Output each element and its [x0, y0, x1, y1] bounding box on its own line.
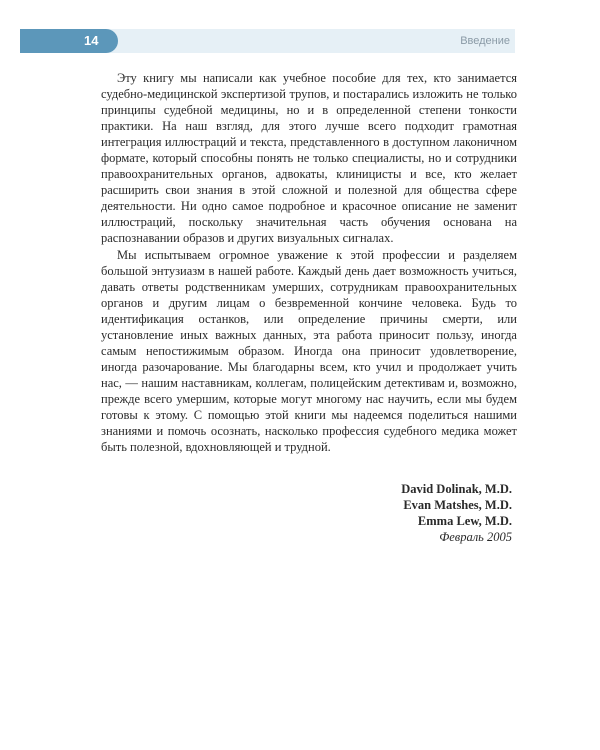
section-title: Введение [460, 35, 510, 47]
signature-date: Февраль 2005 [439, 530, 512, 544]
page-number: 14 [84, 33, 99, 48]
author-name: Evan Matshes, M.D. [403, 498, 512, 512]
body-text [101, 70, 517, 455]
page-number-tab [20, 29, 118, 53]
paragraph: Мы испытываем огромное уважение к этой профессии и разделяем большой энтузиазм в нашей работе. Каждый день дает возможность учиться, давать ответы родственникам умерших, сотрудникам правоохранительных органов и другим лицам о безвременной кончине человека. Будь то идентификация останков, или определение причины смерти, или установление иных важных данных, эта работа приносит пользу, иногда самым непостижимым образом. Иногда она приносит удовлетворение, иногда разочарование. Мы благодарны всем, кто учил и продолжает учить нас, — нашим наставникам, коллегам, полицейским детективам и, возможно, прежде всего умершим, которые могут многому нас научить, если мы будем готовы к этому. С помощью этой книги мы надеемся поделиться нашими знаниями и помочь осознать, насколько профессия судебного медика может быть полезной, вдохновляющей и трудной. [101, 247, 517, 455]
paragraph: Эту книгу мы написали как учебное пособие для тех, кто занимается судебно-медицинской экспертизой трупов, и постарались изложить не только принципы судебной медицины, но и в определенной степени тонкости практики. На наш взгляд, для этого лучше всего подходит грамотная интеграция иллюстраций и текста, представленного в доступном лаконичном формате, который способны понять не только специалисты, но и сотрудники правоохранительных органов, адвокаты, клиницисты и все, кто желает расширить свои знания в этой сложной и полезной для общества сфере деятельности. Ни одно самое подробное и красочное описание не заменит иллюстраций, поскольку значительная часть обучения основана на распознавании образов и других визуальных сигналах. [101, 71, 517, 246]
signature-block [401, 481, 512, 545]
author-name: David Dolinak, M.D. [401, 482, 512, 496]
author-name: Emma Lew, M.D. [417, 514, 512, 528]
